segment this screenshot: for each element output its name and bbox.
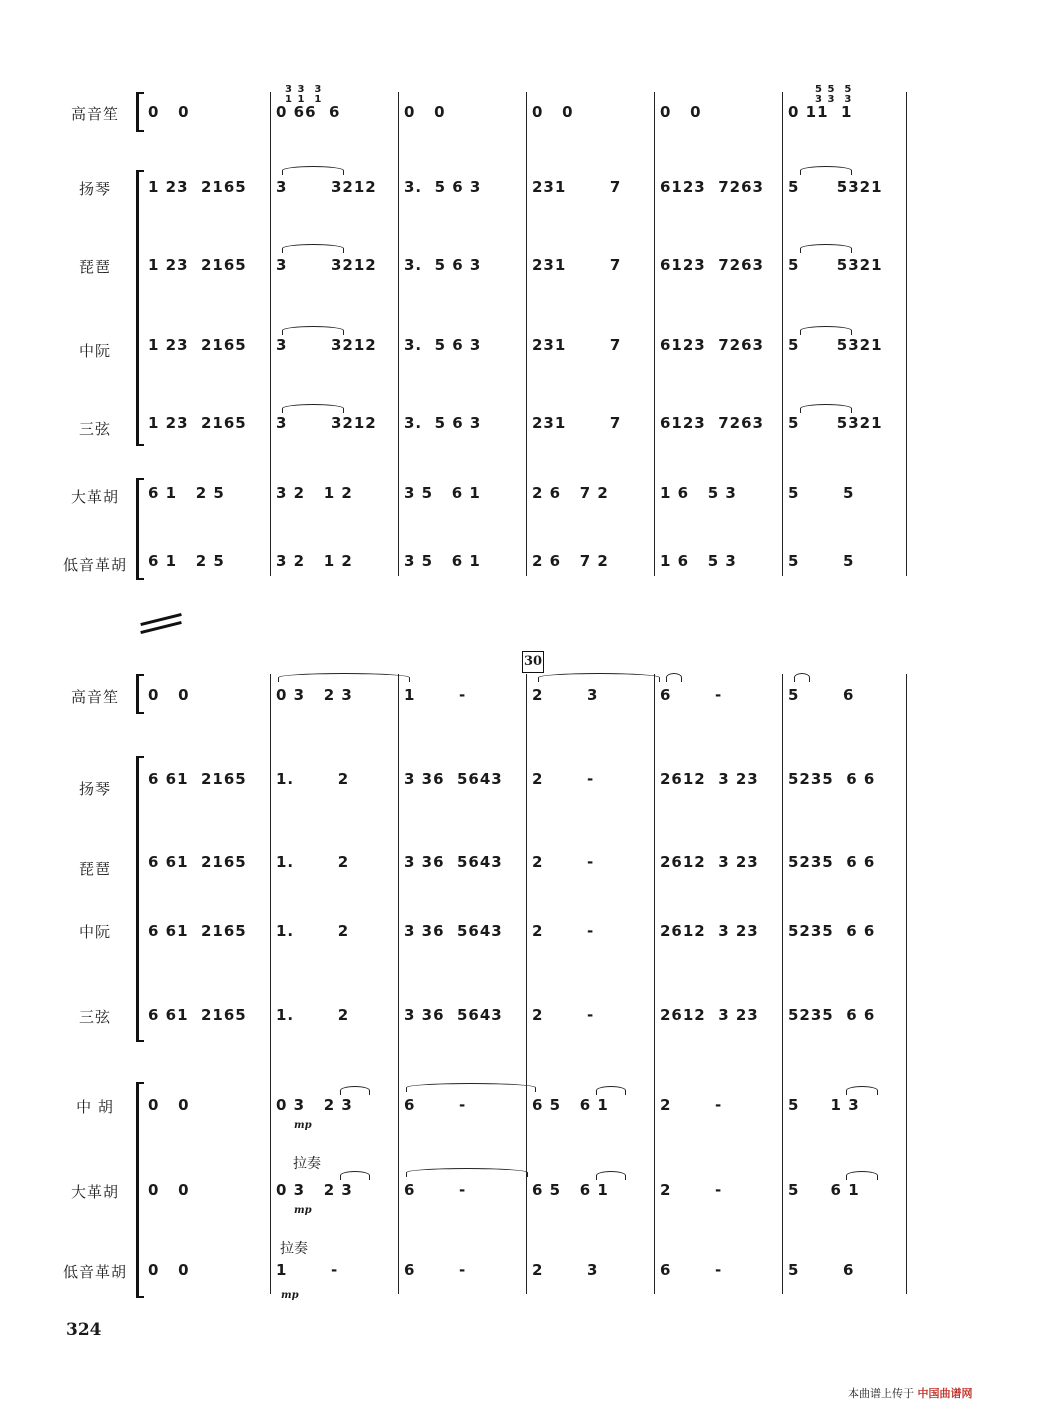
instrument-label: 大革胡 (70, 1183, 119, 1201)
measure-notes: 3 2 1 2 (276, 484, 353, 502)
barline (526, 674, 527, 1294)
instrument-label: 三弦 (78, 420, 111, 438)
measure-notes: 1 - (276, 1261, 339, 1279)
bracket-sheng-2 (136, 674, 144, 714)
measure-notes: 1 - (404, 686, 467, 704)
instrument-label: 琵琶 (78, 860, 111, 878)
footer-credit (848, 1385, 973, 1401)
measure-notes: 3 5 6 1 (404, 552, 481, 570)
measure-notes: 3. 5 6 3 (404, 336, 482, 354)
rehearsal-mark: 30 (522, 651, 544, 673)
measure-notes: 3 3212 (276, 336, 377, 354)
measure-notes: 5235 6 6 (788, 1006, 876, 1024)
measure-notes: 6 1 2 5 (148, 484, 225, 502)
barline (906, 674, 907, 1294)
measure-notes: 1 6 5 3 (660, 552, 737, 570)
barline (398, 674, 399, 1294)
instrument-label: 扬琴 (78, 780, 111, 798)
measure-notes: 5235 6 6 (788, 853, 876, 871)
measure-notes: 2612 3 23 (660, 853, 759, 871)
barline (654, 92, 655, 576)
bracket-strings-2 (136, 756, 144, 1042)
measure-notes: 2612 3 23 (660, 770, 759, 788)
measure-notes: 5235 6 6 (788, 770, 876, 788)
measure-notes: 1. 2 (276, 1006, 350, 1024)
measure-notes: 2612 3 23 (660, 1006, 759, 1024)
tie-slur (800, 166, 852, 175)
measure-notes: 6 - (404, 1261, 467, 1279)
measure-notes: 2 - (660, 1096, 723, 1114)
measure-notes: 5 5321 (788, 414, 883, 432)
tie-slur (800, 326, 852, 335)
tie-slur (794, 673, 810, 682)
measure-notes: 6 1 2 5 (148, 552, 225, 570)
measure-notes: 0 66 6 (276, 103, 341, 121)
measure-notes: 2 - (532, 770, 595, 788)
measure-notes: 0 3 2 3 (276, 686, 353, 704)
measure-notes: 0 0 (148, 103, 190, 121)
measure-notes: 0 0 (404, 103, 446, 121)
measure-notes: 5 5321 (788, 336, 883, 354)
barline (906, 92, 907, 576)
barline (782, 92, 783, 576)
measure-notes: 3 36 5643 (404, 770, 503, 788)
measure-notes: 6 - (660, 686, 723, 704)
footer-prefix: 本曲谱上传于 (848, 1387, 914, 1400)
measure-notes: 3 36 5643 (404, 1006, 503, 1024)
measure-notes: 0 0 (660, 103, 702, 121)
measure-notes: 6 61 2165 (148, 1006, 247, 1024)
bracket-strings-1 (136, 170, 144, 446)
dynamic-mark: mp (294, 1205, 312, 1216)
measure-notes: 0 0 (148, 1261, 190, 1279)
tie-slur (596, 1171, 626, 1180)
instrument-label: 中 胡 (76, 1098, 114, 1116)
measure-notes: 1 23 2165 (148, 178, 247, 196)
page-number: 324 (66, 1320, 102, 1340)
measure-notes: 5 5321 (788, 256, 883, 274)
chord-mid: 1 1 1 (285, 94, 323, 105)
tie-slur (800, 404, 852, 413)
measure-notes: 1 23 2165 (148, 414, 247, 432)
measure-notes: 1 23 2165 (148, 336, 247, 354)
instrument-label: 高音笙 (70, 688, 119, 706)
measure-notes: 3 3212 (276, 256, 377, 274)
measure-notes: 0 0 (532, 103, 574, 121)
measure-notes: 2 - (660, 1181, 723, 1199)
measure-notes: 0 0 (148, 1096, 190, 1114)
measure-notes: 231 7 (532, 336, 622, 354)
tie-slur (406, 1083, 536, 1092)
barline (270, 92, 271, 576)
measure-notes: 3 3212 (276, 414, 377, 432)
measure-notes: 0 3 2 3 (276, 1181, 353, 1199)
measure-notes: 231 7 (532, 256, 622, 274)
measure-notes: 1. 2 (276, 853, 350, 871)
instrument-label: 低音革胡 (62, 1263, 127, 1281)
measure-notes: 3 36 5643 (404, 853, 503, 871)
tie-slur (800, 244, 852, 253)
measure-notes: 2612 3 23 (660, 922, 759, 940)
technique-text: 拉奏 (280, 1241, 308, 1257)
tie-slur (406, 1168, 528, 1177)
bracket-bass-2 (136, 1082, 144, 1298)
measure-notes: 6 61 2165 (148, 853, 247, 871)
chord-mid: 3 3 3 (815, 94, 853, 105)
measure-notes: 6 61 2165 (148, 922, 247, 940)
measure-notes: 2 3 (532, 1261, 599, 1279)
instrument-label: 中阮 (78, 342, 111, 360)
instrument-label: 琵琶 (78, 258, 111, 276)
measure-notes: 2 - (532, 922, 595, 940)
instrument-label: 高音笙 (70, 105, 119, 123)
instrument-label: 大革胡 (70, 488, 119, 506)
bracket-sheng-1 (136, 92, 144, 132)
instrument-label: 扬琴 (78, 180, 111, 198)
measure-notes: 3. 5 6 3 (404, 256, 482, 274)
measure-notes: 5 6 (788, 1261, 855, 1279)
tie-slur (340, 1171, 370, 1180)
measure-notes: 2 6 7 2 (532, 552, 609, 570)
technique-text: 拉奏 (293, 1156, 321, 1172)
measure-notes: 6123 7263 (660, 414, 764, 432)
measure-notes: 3 2 1 2 (276, 552, 353, 570)
measure-notes: 6 5 6 1 (532, 1181, 609, 1199)
footer-site: 中国曲谱网 (917, 1387, 973, 1400)
measure-notes: 6 - (404, 1181, 467, 1199)
tie-slur (596, 1086, 626, 1095)
chord-top: 5 5 5 (815, 84, 853, 95)
instrument-label: 三弦 (78, 1008, 111, 1026)
instrument-label: 中阮 (78, 923, 111, 941)
measure-notes: 3. 5 6 3 (404, 178, 482, 196)
measure-notes: 6 61 2165 (148, 770, 247, 788)
measure-notes: 6 - (404, 1096, 467, 1114)
measure-notes: 5 5 (788, 484, 855, 502)
measure-notes: 2 6 7 2 (532, 484, 609, 502)
measure-notes: 0 0 (148, 686, 190, 704)
tie-slur (340, 1086, 370, 1095)
measure-notes: 2 - (532, 1006, 595, 1024)
tie-slur (278, 673, 410, 682)
measure-notes: 2 - (532, 853, 595, 871)
measure-notes: 6123 7263 (660, 256, 764, 274)
measure-notes: 1. 2 (276, 922, 350, 940)
measure-notes: 0 0 (148, 1181, 190, 1199)
tie-slur (282, 166, 344, 175)
barline (654, 674, 655, 1294)
measure-notes: 3 5 6 1 (404, 484, 481, 502)
tie-slur (282, 244, 344, 253)
measure-notes: 6 5 6 1 (532, 1096, 609, 1114)
measure-notes: 3. 5 6 3 (404, 414, 482, 432)
measure-notes: 6123 7263 (660, 178, 764, 196)
barline (526, 92, 527, 576)
bracket-bass-1 (136, 478, 144, 580)
measure-notes: 6 - (660, 1261, 723, 1279)
measure-notes: 5 5 (788, 552, 855, 570)
measure-notes: 231 7 (532, 178, 622, 196)
instrument-label: 低音革胡 (62, 556, 127, 574)
measure-notes: 5 6 (788, 686, 855, 704)
measure-notes: 0 3 2 3 (276, 1096, 353, 1114)
measure-notes: 5 5321 (788, 178, 883, 196)
measure-notes: 3 3212 (276, 178, 377, 196)
barline (270, 674, 271, 1294)
measure-notes: 0 11 1 (788, 103, 853, 121)
barline (398, 92, 399, 576)
measure-notes: 1 6 5 3 (660, 484, 737, 502)
measure-notes: 1. 2 (276, 770, 350, 788)
tie-slur (538, 673, 660, 682)
chord-top: 3 3 3 (285, 84, 323, 95)
measure-notes: 231 7 (532, 414, 622, 432)
tie-slur (282, 404, 344, 413)
tie-slur (846, 1171, 878, 1180)
dynamic-mark: mp (294, 1120, 312, 1131)
system-separator (140, 618, 182, 632)
measure-notes: 6123 7263 (660, 336, 764, 354)
tie-slur (282, 326, 344, 335)
dynamic-mark: mp (281, 1290, 299, 1301)
barline (782, 674, 783, 1294)
measure-notes: 2 3 (532, 686, 599, 704)
measure-notes: 1 23 2165 (148, 256, 247, 274)
measure-notes: 5 6 1 (788, 1181, 860, 1199)
tie-slur (846, 1086, 878, 1095)
tie-slur (666, 673, 682, 682)
measure-notes: 5235 6 6 (788, 922, 876, 940)
measure-notes: 3 36 5643 (404, 922, 503, 940)
measure-notes: 5 1 3 (788, 1096, 860, 1114)
